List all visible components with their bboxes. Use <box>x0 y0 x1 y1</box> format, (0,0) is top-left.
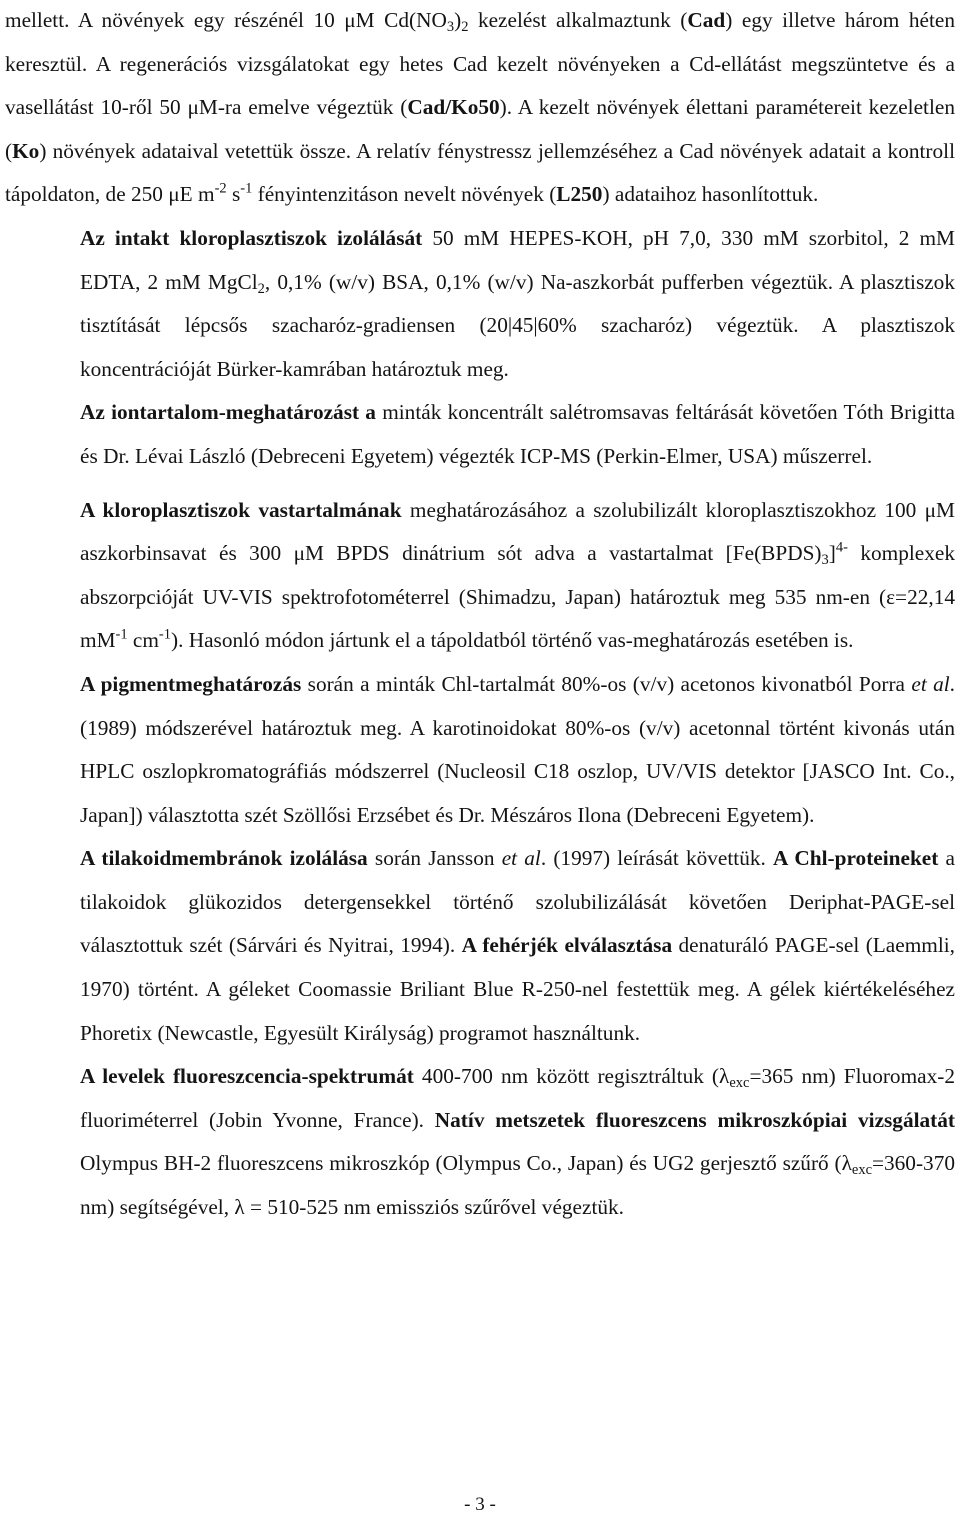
text-run: fényintenzitáson nevelt növények ( <box>252 182 557 207</box>
superscript: -2 <box>214 180 227 197</box>
text-run: minták koncentrált salétromsavas feltárását követően Tóth Brigitta és Dr. Lévai László (Debreceni Egyetem) végezték ICP-MS (Perkin-Elmer, USA) műszerrel. <box>80 400 955 468</box>
text-run: ) adataihoz hasonlítottuk. <box>602 182 819 207</box>
bold-text: Cad/Ko50 <box>407 95 500 120</box>
page-number: - 3 - <box>464 1494 496 1515</box>
paragraph-2 <box>5 217 955 391</box>
superscript: -1 <box>115 626 128 643</box>
subscript: exc <box>729 1075 750 1092</box>
bold-text: Az intakt kloroplasztiszok izolálását <box>80 225 423 250</box>
text-run: =360-370 nm) segítségével, λ = 510-525 nm emissziós szűrővel végeztük. <box>80 1151 955 1220</box>
bold-text: Natív metszetek fluoreszcens mikroszkópiai vizsgálatát <box>434 1107 955 1132</box>
text-run: s <box>226 182 241 207</box>
bold-text: Cad <box>687 8 726 32</box>
bold-text: A levelek fluoreszcencia-spektrumát <box>80 1064 414 1089</box>
subscript: 2 <box>461 19 469 36</box>
text-run: . (1989) módszerével határoztuk meg. A karotinoidokat 80%-os (v/v) acetonnal történt kivonás után HPLC oszlopkromatográfiás módszerrel (Nucleosil C18 oszlop, UV/VIS detektor [JASCO Int. Co., Japan]) választotta szét Szöllősi Erzsébet és Dr. Mészáros Ilona (Debreceni Egyetem). <box>80 671 955 827</box>
text-run: ). Hasonló módon jártunk el a tápoldatból történő vas-meghatározás esetében is. <box>170 628 854 653</box>
superscript: -1 <box>158 626 171 643</box>
text-run: Olympus BH-2 fluoreszcens mikroszkóp (Olympus Co., Japan) és UG2 gerjesztő szűrő (λ <box>80 1151 852 1176</box>
paragraph-3 <box>5 391 955 478</box>
text-run: =365 nm) Fluoromax-2 fluoriméterrel (Jobin Yvonne, France). <box>80 1064 955 1132</box>
bold-text: A Chl-proteineket <box>773 846 939 871</box>
bold-text: A pigmentmeghatározás <box>80 671 302 696</box>
text-run: mellett. A növények egy részénél 10 μM Cd(NO <box>5 8 447 32</box>
italic-text: et al <box>911 671 950 696</box>
bold-text: Az iontartalom-meghatározást a <box>80 400 376 425</box>
subscript: exc <box>851 1162 872 1179</box>
text-run: meghatározásához a szolubilizált kloroplasztiszokhoz 100 μM aszkorbinsavat és 300 μM BPDS dinátrium sót adva a vastartalmat [Fe(BPDS) <box>80 497 955 566</box>
bold-text: A kloroplasztiszok vastartalmának <box>80 497 402 522</box>
paragraph-6 <box>5 837 955 1055</box>
subscript: 3 <box>446 19 455 36</box>
text-run: komplexek abszorpcióját UV-VIS spektrofotométerrel (Shimadzu, Japan) határoztuk meg 535 nm-en (ε=22,14 mM <box>80 541 955 653</box>
text-run: ) <box>454 8 462 32</box>
body-text <box>5 0 955 1230</box>
text-run: során a minták Chl-tartalmát 80%-os (v/v) acetonos kivonatból Porra <box>301 671 912 696</box>
bold-text: A tilakoidmembránok izolálása <box>80 846 368 871</box>
paragraph-5 <box>5 663 955 837</box>
text-run: ) növények adataival vetettük össze. A relatív fénystressz jellemzéséhez a Cad növények adatait a kontroll tápoldaton, de 250 μE m <box>5 138 955 207</box>
text-run: ) egy illetve három héten keresztül. A regenerációs vizsgálatokat egy hetes Cad kezelt növényeken a Cd-ellátást megszüntetve és a vasellátást 10-ről 50 μM-ra emelve végeztük ( <box>5 8 955 120</box>
paragraph-4 <box>5 489 955 663</box>
bold-text: L250 <box>556 182 603 207</box>
text-run: a tilakoidok glükozidos detergensekkel történő szolubilizálását követően Deriphat-PAGE-sel választottuk szét (Sárvári és Nyitrai, 1994). <box>80 846 955 958</box>
italic-text: et al <box>501 846 541 871</box>
text-run: kezelést alkalmaztunk ( <box>468 8 688 32</box>
superscript: 4- <box>835 539 848 556</box>
paragraph-1 <box>5 0 955 217</box>
text-run: során Jansson <box>367 846 502 871</box>
text-run: cm <box>127 628 159 653</box>
bold-text: A fehérjék elválasztása <box>461 933 673 958</box>
paragraph-7 <box>5 1055 955 1229</box>
text-run: . (1997) leírását követtük. <box>540 846 774 871</box>
text-run: , 0,1% (w/v) BSA, 0,1% (w/v) Na-aszkorbát pufferben végeztük. A plasztiszok tisztítását lépcsős szacharóz-gradiensen (20|45|60% szacharóz) végeztük. A plasztiszok koncentrációját Bürker-kamrában határoztuk meg. <box>80 269 955 381</box>
text-run: ] <box>828 541 836 566</box>
text-run: 50 mM HEPES-KOH, pH 7,0, 330 mM szorbitol, 2 mM EDTA, 2 mM MgCl <box>80 225 955 294</box>
bold-text: Ko <box>12 138 40 163</box>
text-run: ). A kezelt növények élettani paramétereit kezeletlen ( <box>5 95 955 163</box>
document-page <box>5 0 955 1230</box>
superscript: -1 <box>240 180 253 197</box>
subscript: 3 <box>821 552 829 569</box>
subscript: 2 <box>257 280 265 297</box>
text-run: denaturáló PAGE-sel (Laemmli, 1970) történt. A géleket Coomassie Briliant Blue R-250-nel festettük meg. A gélek kiértékeléséhez Phoretix (Newcastle, Egyesült Királyság) programot használtunk. <box>80 933 956 1045</box>
text-run: 400-700 nm között regisztráltuk (λ <box>413 1064 730 1089</box>
